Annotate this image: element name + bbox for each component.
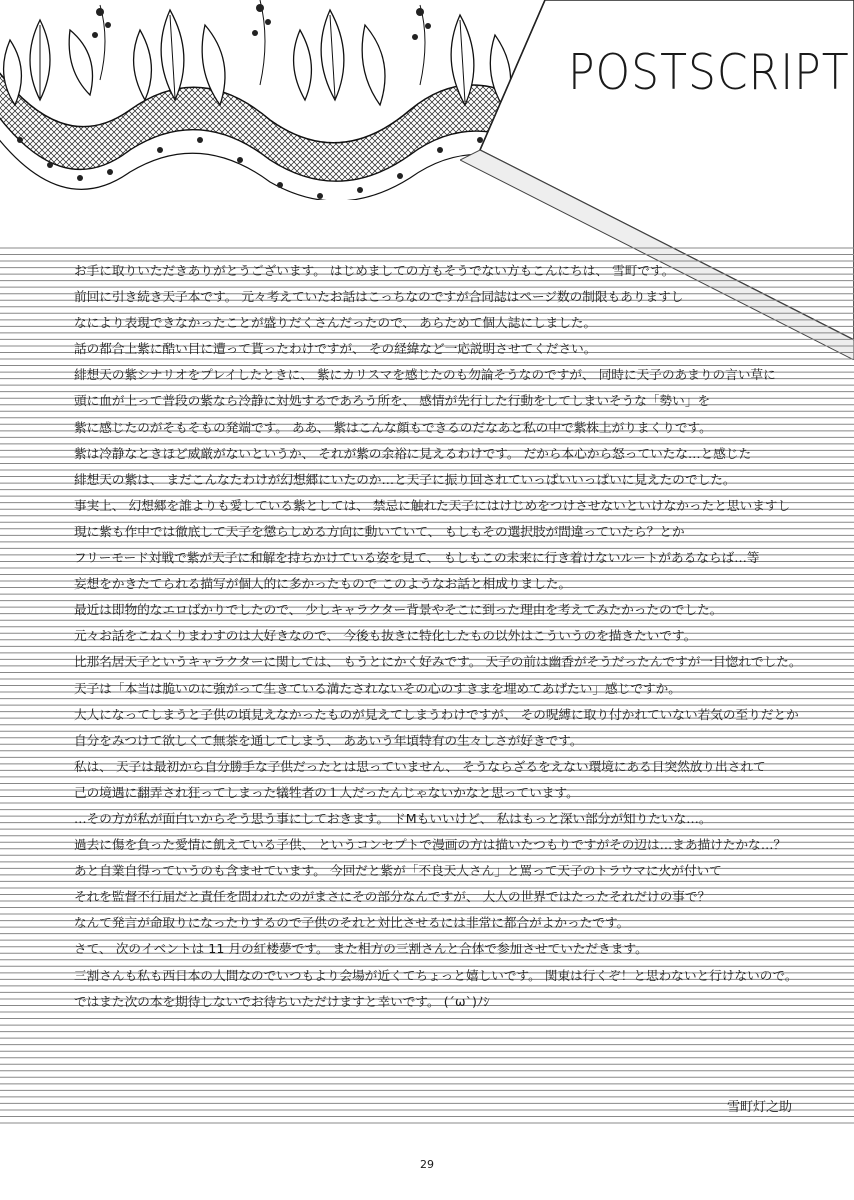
text-line: 自分をみつけて欲しくて無茶を通してしまう、 ああいう年頃特有の生々しさが好きです。 (74, 732, 583, 748)
text-line: 紫は冷静なときほど威厳がないというか、 それが紫の余裕に見えるわけです。 だから本心から怒っていたな…と感じた (74, 445, 752, 461)
postscript-body (74, 258, 834, 1015)
author-signature: 雪町灯之助 (726, 1100, 792, 1115)
text-line: 事実上、 幻想郷を誰よりも愛している紫としては、 禁忌に触れた天子にはけじめをつけさせないといけなかったと思いますし (74, 497, 791, 513)
text-line: 緋想天の紫シナリオをプレイしたときに、 紫にカリスマを感じたのも勿論そうなのですが、 同時に天子のあまりの言い草に (74, 367, 776, 383)
text-line: さて、 次のイベントは 11 月の紅楼夢です。 また相方の三割さんと合体で参加させていただきます。 (74, 941, 648, 957)
text-line: 前回に引き続き天子本です。 元々考えていたお話はこっちなのですが合同誌はページ数の制限もありますし (74, 289, 684, 305)
text-line: 最近は即物的なエロばかりでしたので、 少しキャラクター背景やそこに到った理由を考えてみたかったのでした。 (74, 602, 723, 618)
text-line: …その方が私が面白いからそう思う事にしておきます。 ドMもいいけど、 私はもっと深い部分が知りたいな…。 (74, 810, 712, 826)
text-line: 緋想天の紫は、 まだこんなたわけが幻想郷にいたのか…と天子に振り回されていっぱいいっぱいに見えたのでした。 (74, 471, 736, 487)
text-line: あと自業自得っていうのも含ませています。 今回だと紫が「不良天人さん」と罵って天子のトラウマに火が付いて (74, 863, 722, 879)
text-line: 比那名居天子というキャラクターに関しては、 もうとにかく好みです。 天子の前は幽香がそうだったんですが一目惚れでした。 (74, 654, 802, 670)
text-line: 己の境遇に翻弄され狂ってしまった犠牲者の１人だったんじゃないかなと思っています。 (74, 784, 579, 800)
text-line: 現に紫も作中では徹底して天子を懲らしめる方向に動いていて、 もしもその選択肢が間違っていたら？とか (74, 523, 685, 539)
page-title: POSTSCRIPT (568, 44, 850, 102)
page-number: 29 (420, 1158, 434, 1171)
text-line: 過去に傷を負った愛情に飢えている子供、 というコンセプトで漫画の方は描いたつもりですがその辺は…まあ描けたかな…？ (74, 837, 787, 853)
lace-floral-border-icon (0, 0, 540, 200)
text-line: お手に取りいただきありがとうございます。 はじめましての方もそうでない方もこんにちは、 雪町です。 (74, 263, 675, 278)
text-line: 大人になってしまうと子供の頃見えなかったものが見えてしまうわけですが、 その呪縛に取り付かれていない若気の至りだとか (74, 706, 799, 722)
text-line: 話の都合上紫に酷い目に遭って貰ったわけですが、 その経緯など一応説明させてください。 (74, 341, 597, 357)
text-line: 紫に感じたのがそもそもの発端です。 ああ、 紫はこんな顔もできるのだなあと私の中で紫株上がりまくりです。 (74, 419, 712, 435)
text-line: ではまた次の本を期待しないでお待ちいただけますと幸いです。 (´ω`)ﾉｼ (74, 993, 490, 1009)
text-line: 天子は「本当は脆いのに強がって生きている満たされないその心のすきまを埋めてあげたい」感じですか。 (74, 680, 681, 696)
text-line: フリーモード対戦で紫が天子に和解を持ちかけている姿を見て、 もしもこの未来に行き着けないルートがあるならば…等 (74, 550, 760, 566)
text-line: 妄想をかきたてられる描写が個人的に多かったもので このようなお話と相成りました。 (74, 576, 572, 592)
text-line: 私は、 天子は最初から自分勝手な子供だったとは思っていません、 そうならざるをえない環境にある日突然放り出されて (74, 758, 766, 774)
text-line: 頭に血が上って普段の紫なら冷静に対処するであろう所を、 感情が先行した行動をしてしまいそうな「勢い」を (74, 393, 711, 409)
text-line: なんて発言が命取りになったりするので子供のそれと対比させるには非常に都合がよかったです。 (74, 915, 630, 931)
text-line: なにより表現できなかったことが盛りだくさんだったので、 あらためて個人誌にしました。 (74, 315, 597, 331)
text-line: 元々お話をこねくりまわすのは大好きなので、 今後も抜きに特化したもの以外はこういうのを描きたいです。 (74, 628, 697, 644)
text-line: 三割さんも私も西日本の人間なのでいつもより会場が近くてちょっと嬉しいです。 関東は行くぞ！と思わないと行けないので。 (74, 967, 798, 983)
text-line: それを監督不行届だと責任を問われたのがまさにその部分なんですが、 大人の世界ではたったそれだけの事で？ (74, 889, 711, 905)
